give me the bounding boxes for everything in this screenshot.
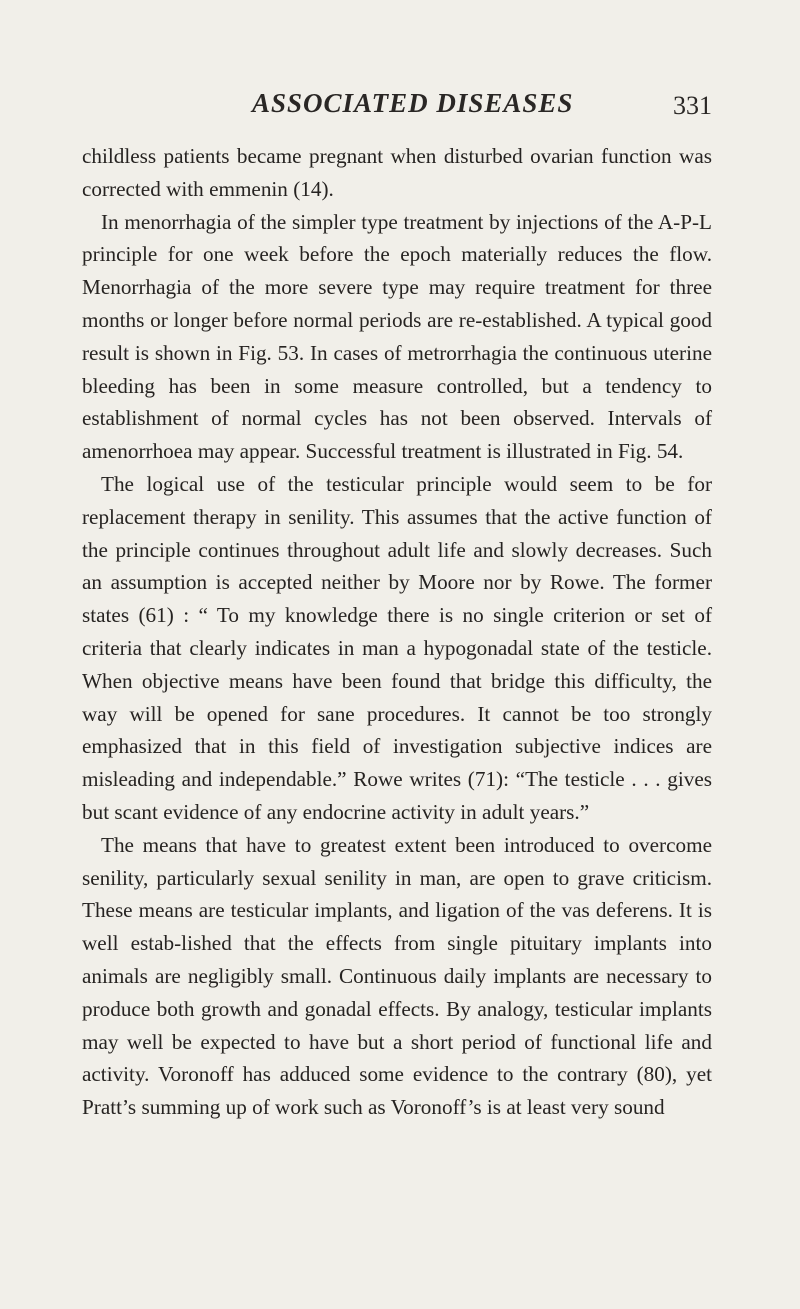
running-title: ASSOCIATED DISEASES bbox=[252, 88, 574, 118]
paragraph-testicular-principle: The logical use of the testicular principle would seem to be for replacement therapy in senility. This assumes that the active function of the principle continues throughout adult life and slowly decreases. Such an assumption is accepted neither by Moore nor by Rowe. The former states (61) : “ To my knowledge there is no single criterion or set of criteria that clearly indicates in man a hypogonadal state of the testicle. When objective means have been found that bridge this difficulty, the way will be opened for sane procedures. It cannot be too strongly emphasized that in this field of investigation subjective indices are misleading and independable.” Rowe writes (71): “The testicle . . . gives but scant evidence of any endocrine activity in adult years.” bbox=[82, 471, 712, 824]
paragraph-menorrhagia: In menorrhagia of the simpler type treatment by injections of the A-P-L principle for one week before the epoch materially reduces the flow. Menorrhagia of the more severe type may require treatment for three months or longer before normal periods are re-established. A typical good result is shown in Fig. 53. In cases of metrorrhagia the continuous uterine bleeding has been in some measure controlled, but a tendency to establishment of normal cycles has not been observed. Intervals of amenorrhoea may appear. Successful treatment is illustrated in Fig. 54. bbox=[82, 209, 712, 464]
body-text bbox=[82, 140, 712, 1124]
running-header bbox=[82, 88, 712, 128]
paragraph-continuation: childless patients became pregnant when disturbed ovarian function was corrected with emmenin (14). bbox=[82, 144, 712, 201]
paragraph-senility-means: The means that have to greatest extent been introduced to overcome senility, particularly sexual senility in man, are open to grave criticism. These means are testicular implants, and ligation of the vas deferens. It is well estab-lished that the effects from single pituitary implants into animals are negligibly small. Continuous daily implants are necessary to produce both growth and gonadal effects. By analogy, testicular implants may well be expected to have but a short period of functional life and activity. Voronoff has adduced some evidence to the contrary (80), yet Pratt’s summing up of work such as Voronoff’s is at least very sound bbox=[82, 832, 712, 1120]
page-number: 331 bbox=[673, 91, 712, 120]
